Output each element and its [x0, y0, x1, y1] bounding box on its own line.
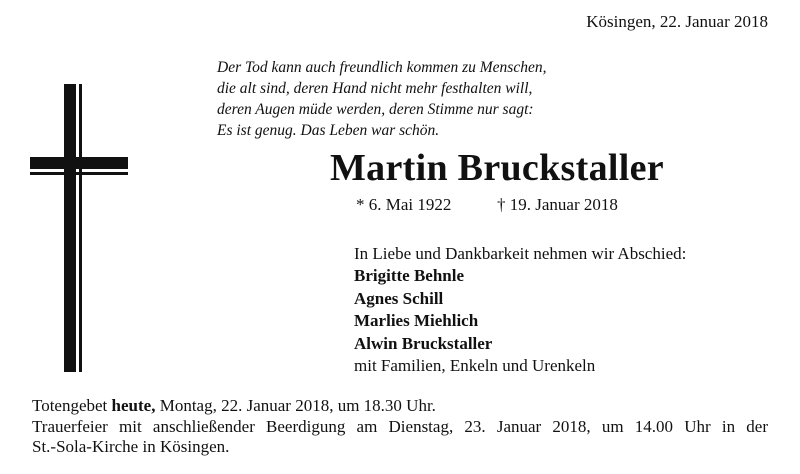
- mourner-name: Alwin Bruckstaller: [354, 333, 493, 353]
- service-info: [32, 396, 768, 458]
- mourners-closing: mit Familien, Enkeln und Urenkeln: [354, 356, 596, 376]
- poem-line: Der Tod kann auch freundlich kommen zu Menschen,: [217, 59, 547, 76]
- prayer-line: [32, 396, 768, 417]
- poem-line: deren Augen müde werden, deren Stimme nur sagt:: [217, 101, 534, 118]
- prayer-highlight: heute,: [111, 396, 156, 415]
- prayer-prefix: Totengebet: [32, 396, 112, 415]
- funeral-location: St.-Sola-Kirche in Kösingen.: [32, 437, 230, 456]
- cross-icon: [30, 84, 128, 372]
- poem-line: Es ist genug. Das Leben war schön.: [217, 122, 440, 139]
- birth-date: * 6. Mai 1922: [356, 195, 452, 214]
- prayer-details: Montag, 22. Januar 2018, um 18.30 Uhr.: [155, 396, 436, 415]
- mourners-block: [354, 243, 686, 377]
- deceased-name: Martin Bruckstaller: [330, 147, 664, 189]
- mourner-name: Marlies Miehlich: [354, 311, 479, 331]
- poem-line: die alt sind, deren Hand nicht mehr festhalten will,: [217, 80, 533, 97]
- mourner-name: Agnes Schill: [354, 288, 444, 308]
- death-date: † 19. Januar 2018: [497, 195, 618, 214]
- mourner-name: Brigitte Behnle: [354, 266, 465, 286]
- poem: [217, 57, 546, 141]
- funeral-line: Trauerfeier mit anschließender Beerdigung am Dienstag, 23. Januar 2018, um 14.00 Uhr in der: [32, 416, 768, 436]
- mourners-intro: In Liebe und Dankbarkeit nehmen wir Abschied:: [354, 244, 687, 263]
- dateline: Kösingen, 22. Januar 2018: [586, 12, 768, 31]
